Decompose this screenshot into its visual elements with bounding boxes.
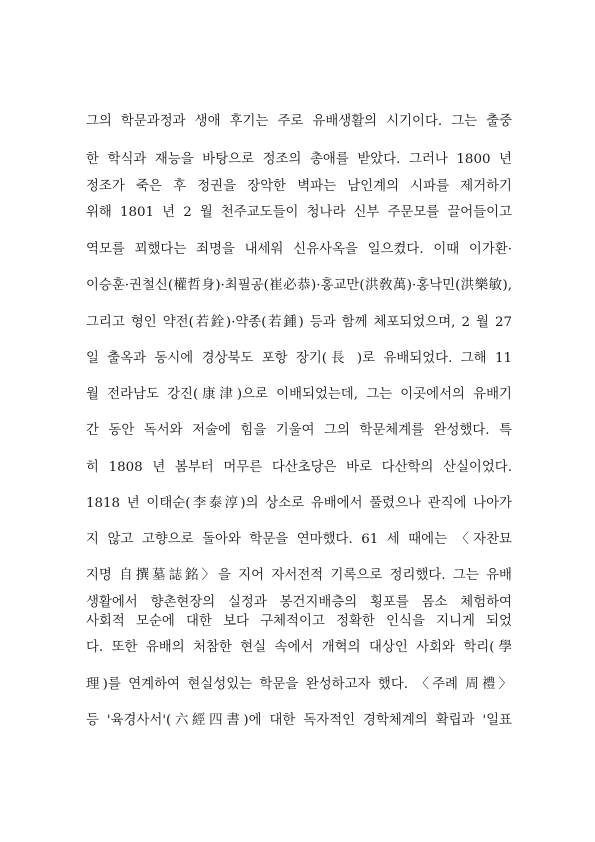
paragraph-line-2: 한 학식과 재능을 바탕으로 정조의 총애를 받았다. 그러나 1800 년 <box>86 152 512 167</box>
paragraph-line-18: 理)를 연계하여 현실성있는 학문을 완성하고자 했다. 〈주례 周禮〉 <box>86 677 512 692</box>
paragraph-line-11: 히 1808 년 봄부터 머무른 다산초당은 바로 다산학의 산실이었다. <box>86 460 512 475</box>
paragraph-line-1: 그의 학문과정과 생애 후기는 주로 유배생활의 시기이다. 그는 출중 <box>86 114 512 129</box>
paragraph-line-6: 이승훈·권철신(權哲身)·최필공(崔必恭)·홍교만(洪敎萬)·홍낙민(洪樂敏), <box>86 278 512 293</box>
paragraph-line-3: 정조가 죽은 후 정권을 장악한 벽파는 남인계의 시파를 제거하기 <box>86 179 512 194</box>
paragraph-line-5: 역모를 꾀했다는 죄명을 내세워 신유사옥을 일으켰다. 이때 이가환· <box>86 242 512 257</box>
paragraph-line-7: 그리고 형인 약전(若銓)·약종(若鍾) 등과 함께 체포되었으며, 2 월 27 <box>86 315 512 330</box>
paragraph-line-15: 생활에서 향촌현장의 실정과 봉건지배층의 횡포를 몸소 체험하여 <box>86 595 512 610</box>
paragraph-line-17: 다. 또한 유배의 처참한 현실 속에서 개혁의 대상인 사회와 학리(學 <box>86 640 512 655</box>
paragraph-line-14: 지명 自撰墓誌銘〉을 지어 자서전적 기록으로 정리했다. 그는 유배 <box>86 568 512 583</box>
paragraph-line-19: 등 '육경사서'(六經四書)에 대한 독자적인 경학체계의 확립과 '일표 <box>86 713 512 728</box>
paragraph-line-16: 사회적 모순에 대한 보다 구체적이고 정확한 인식을 지니게 되었 <box>86 614 512 629</box>
paragraph-line-9: 월 전라남도 강진(康津)으로 이배되었는데, 그는 이곳에서의 유배기 <box>86 387 512 402</box>
paragraph-line-4: 위해 1801 년 2 월 천주교도들이 청나라 신부 주문모를 끌어들이고 <box>86 205 512 220</box>
paragraph-line-10: 간 동안 독서와 저술에 힘을 기울여 그의 학문체계를 완성했다. 특 <box>86 423 512 438</box>
paragraph-line-12: 1818 년 이태순(李泰淳)의 상소로 유배에서 풀렸으나 관직에 나아가 <box>86 496 512 511</box>
paragraph-line-8: 일 출옥과 동시에 경상북도 포항 장기(長 )로 유배되었다. 그해 11 <box>86 351 512 366</box>
paragraph-line-13: 지 않고 고향으로 돌아와 학문을 연마했다. 61 세 때에는 〈자찬묘 <box>86 532 512 547</box>
